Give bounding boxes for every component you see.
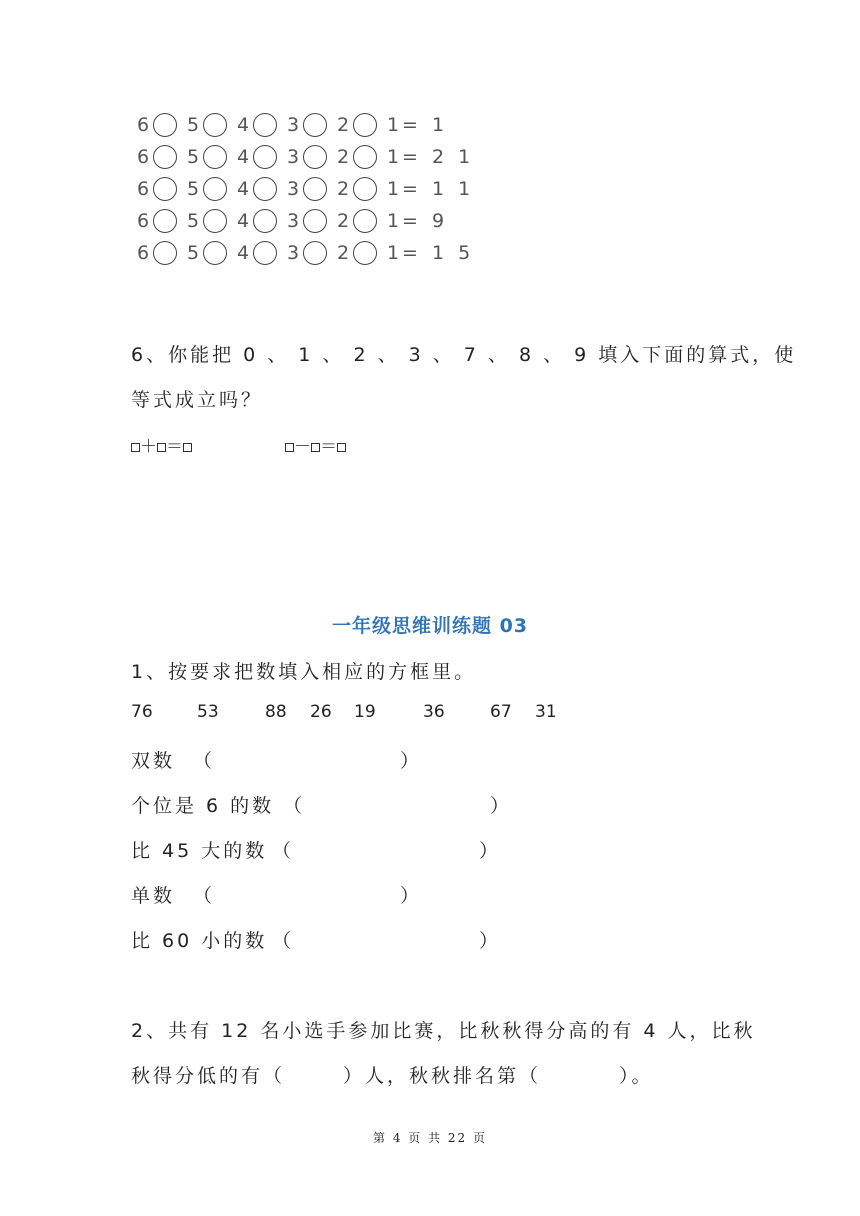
equation-number: 5	[186, 210, 200, 232]
equation-number: 5	[186, 114, 200, 136]
category-label: 双数	[131, 750, 176, 772]
operator-circle[interactable]	[353, 209, 377, 233]
operator-circle[interactable]	[203, 113, 227, 137]
equation-row	[136, 174, 474, 204]
equation-number: 2	[336, 242, 350, 264]
operator-circle[interactable]	[353, 241, 377, 265]
equation-number: 6	[136, 242, 150, 264]
category-label: 个位是 6 的数	[131, 795, 275, 817]
operator-circle[interactable]	[203, 177, 227, 201]
open-paren: （	[283, 795, 306, 817]
operator-circle[interactable]	[153, 113, 177, 137]
operator-circle[interactable]	[203, 145, 227, 169]
operator-circle[interactable]	[303, 241, 327, 265]
equation-number: 4	[236, 146, 250, 168]
question-2-part-b: ）人，秋秋排名第（	[343, 1065, 542, 1087]
operator-circle[interactable]	[153, 145, 177, 169]
equation-number: 3	[286, 242, 300, 264]
answer-box[interactable]	[337, 443, 346, 452]
question-2-part-c: ）。	[619, 1065, 654, 1087]
category-row-even	[131, 746, 175, 773]
number-item: 76	[131, 702, 153, 722]
operator-circle[interactable]	[303, 145, 327, 169]
section-title: 一年级思维训练题 03	[331, 615, 529, 637]
subtraction-blank-equation	[285, 432, 346, 457]
operator-circle[interactable]	[153, 209, 177, 233]
equation-number: 3	[286, 210, 300, 232]
equation-result: = 9	[402, 210, 449, 232]
equation-number: 6	[136, 114, 150, 136]
equals-sign: ＝	[320, 437, 337, 457]
answer-box[interactable]	[311, 443, 320, 452]
equation-result: = 1 5	[402, 242, 475, 264]
answer-box[interactable]	[285, 443, 294, 452]
equation-row	[136, 238, 474, 268]
operator-circle[interactable]	[353, 113, 377, 137]
equation-number: 4	[236, 210, 250, 232]
operator-circle[interactable]	[353, 145, 377, 169]
equation-number: 4	[236, 114, 250, 136]
equation-number: 2	[336, 114, 350, 136]
equation-result: = 2 1	[402, 146, 475, 168]
equation-result: = 1 1	[402, 178, 475, 200]
category-label: 比 60 小的数	[131, 930, 268, 952]
number-item: 31	[535, 702, 557, 722]
equation-result: = 1	[402, 114, 449, 136]
operator-circle[interactable]	[303, 209, 327, 233]
number-item: 67	[490, 702, 512, 722]
open-paren: （	[193, 750, 216, 772]
operator-circle[interactable]	[303, 177, 327, 201]
equation-number: 4	[236, 178, 250, 200]
equation-number: 6	[136, 146, 150, 168]
open-paren: （	[193, 885, 216, 907]
answer-box[interactable]	[183, 443, 192, 452]
number-list	[0, 702, 860, 726]
operator-circle[interactable]	[203, 241, 227, 265]
category-row-units-six	[131, 791, 274, 818]
equation-number: 3	[286, 114, 300, 136]
category-row-greater-45	[131, 836, 267, 863]
page-footer: 第 4 页 共 22 页	[373, 1131, 487, 1145]
equation-number: 2	[336, 178, 350, 200]
equation-number: 1	[386, 242, 400, 264]
number-item: 53	[197, 702, 219, 722]
category-label: 单数	[131, 885, 176, 907]
equation-row	[136, 110, 448, 140]
equation-number: 6	[136, 210, 150, 232]
answer-box[interactable]	[157, 443, 166, 452]
operator-circle[interactable]	[353, 177, 377, 201]
equation-number: 2	[336, 146, 350, 168]
close-paren: ）	[400, 750, 423, 772]
answer-box[interactable]	[131, 443, 140, 452]
open-paren: （	[272, 930, 295, 952]
operator-circle[interactable]	[253, 113, 277, 137]
question-1-text: 1、按要求把数填入相应的方框里。	[131, 661, 477, 683]
category-row-less-60	[131, 926, 267, 953]
equation-number: 6	[136, 178, 150, 200]
category-label: 比 45 大的数	[131, 840, 268, 862]
open-paren: （	[272, 840, 295, 862]
operator-circle[interactable]	[253, 241, 277, 265]
plus-sign: ＋	[140, 437, 157, 457]
equation-row	[136, 206, 448, 236]
equation-number: 2	[336, 210, 350, 232]
equation-number: 5	[186, 242, 200, 264]
operator-circle[interactable]	[153, 177, 177, 201]
equals-sign: ＝	[166, 437, 183, 457]
operator-circle[interactable]	[153, 241, 177, 265]
number-item: 88	[265, 702, 287, 722]
question-2-part-a: 秋得分低的有（	[131, 1065, 286, 1087]
addition-blank-equation	[131, 432, 192, 457]
question-6-line2: 等式成立吗？	[131, 389, 264, 411]
number-item: 19	[354, 702, 376, 722]
operator-circle[interactable]	[253, 177, 277, 201]
operator-circle[interactable]	[203, 209, 227, 233]
number-item: 26	[310, 702, 332, 722]
operator-circle[interactable]	[303, 113, 327, 137]
equation-row	[136, 142, 474, 172]
equation-number: 1	[386, 210, 400, 232]
equation-number: 3	[286, 178, 300, 200]
equation-number: 4	[236, 242, 250, 264]
equation-number: 1	[386, 146, 400, 168]
operator-circle[interactable]	[253, 209, 277, 233]
close-paren: ）	[479, 840, 502, 862]
question-2-line1: 2、共有 12 名小选手参加比赛，比秋秋得分高的有 4 人，比秋	[131, 1020, 756, 1042]
number-item: 36	[423, 702, 445, 722]
equation-number: 5	[186, 146, 200, 168]
close-paren: ）	[400, 885, 423, 907]
question-6-line1: 6、你能把 0 、 1 、 2 、 3 、 7 、 8 、 9 填入下面的算式，使	[131, 344, 797, 366]
minus-sign: －	[294, 437, 311, 457]
equation-number: 5	[186, 178, 200, 200]
question-2-line2	[131, 1061, 654, 1088]
category-row-odd	[131, 881, 175, 908]
equation-number: 1	[386, 178, 400, 200]
close-paren: ）	[479, 930, 502, 952]
equation-number: 3	[286, 146, 300, 168]
close-paren: ）	[490, 795, 513, 817]
equation-number: 1	[386, 114, 400, 136]
operator-circle[interactable]	[253, 145, 277, 169]
